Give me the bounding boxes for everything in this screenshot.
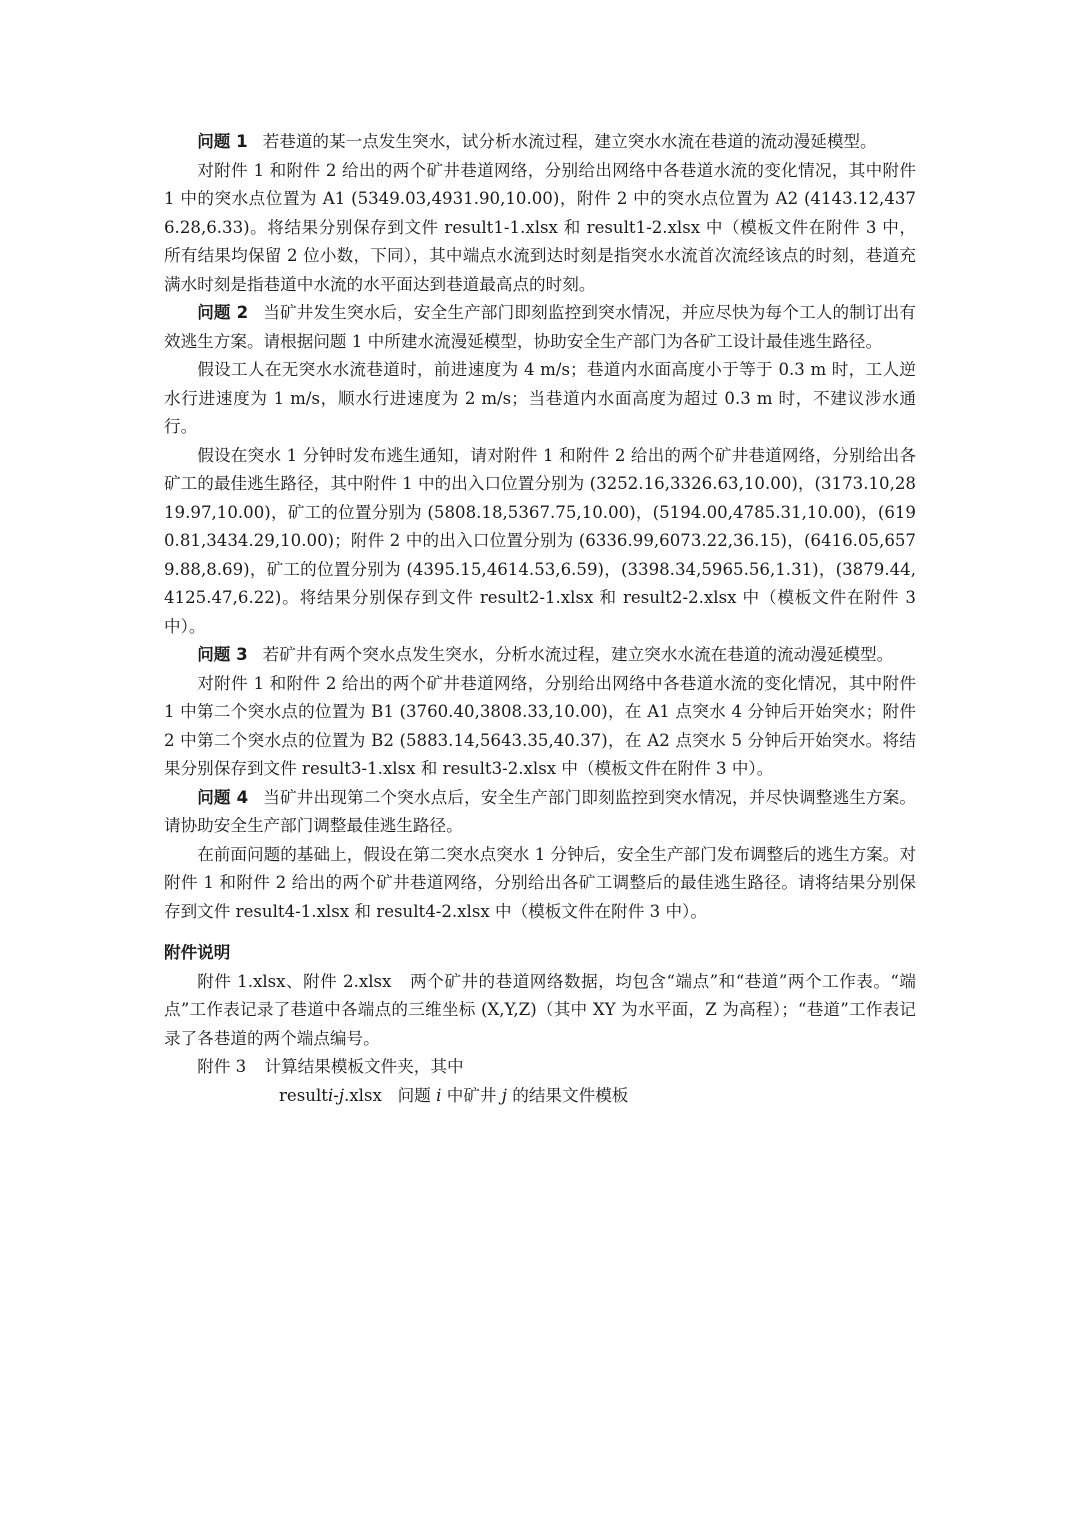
problem4-intro-text: 当矿井出现第二个突水点后，安全生产部门即刻监控到突水情况，并尽快调整逃生方案。请协助安全生产部门调整最佳逃生路径。: [164, 787, 917, 835]
document-page: [164, 128, 916, 1110]
attachments-file3-desc: 计算结果模板文件夹，其中: [264, 1057, 464, 1076]
attachments-files12: [164, 968, 916, 1054]
problem2-heading: 问题 2: [197, 303, 249, 322]
attachments-file3-label: 附件 3: [197, 1057, 247, 1076]
problem4-heading: 问题 4: [197, 787, 249, 807]
problem2-speed: 假设工人在无突水水流巷道时，前进速度为 4 m/s；巷道内水面高度小于等于 0.3 m 时，工人逆水行进速度为 1 m/s，顺水行进速度为 2 m/s；当巷道内水面高度为超过 0.3 m 时，不建议涉水通行。: [164, 360, 916, 436]
template-desc-i: i: [436, 1085, 442, 1105]
template-desc-j: j: [501, 1085, 507, 1105]
template-file-line: [164, 1082, 916, 1111]
template-i: i: [327, 1085, 334, 1105]
problem2-intro: [164, 299, 916, 356]
attachments-file3: [164, 1053, 916, 1082]
template-desc-2: 中矿井: [446, 1085, 497, 1105]
template-desc-1: 问题: [397, 1085, 431, 1105]
problem3-heading: 问题 3: [197, 645, 248, 664]
problem3-intro: [164, 641, 916, 670]
problem1-intro-text: 若巷道的某一点发生突水，试分析水流过程，建立突水水流在巷道的流动漫延模型。: [262, 132, 877, 151]
template-desc-3: 的结果文件模板: [512, 1085, 629, 1105]
problem3-intro-text: 若矿井有两个突水点发生突水，分析水流过程，建立突水水流在巷道的流动漫延模型。: [262, 645, 894, 664]
problem1-intro: [164, 128, 916, 157]
attachments-title: 附件说明: [164, 943, 231, 962]
template-j: j: [338, 1085, 345, 1105]
problem2-intro-text: 当矿井发生突水后，安全生产部门即刻监控到突水情况，并应尽快为每个工人的制订出有效逃生方案。请根据问题 1 中所建水流漫延模型，协助安全生产部门为各矿工设计最佳逃生路径。: [164, 303, 917, 351]
problem2-detail: 假设在突水 1 分钟时发布逃生通知，请对附件 1 和附件 2 给出的两个矿井巷道网络，分别给出各矿工的最佳逃生路径，其中附件 1 中的出入口位置分别为 (3252.16,3326.63,10.00)，(3173.10,2819.97,10.00)，矿工的位置分别为 (5808.18,5367.75,10.00)，(5194.00,4785.31,10.00)，(6190.81,3434.29,10.00)；附件 2 中的出入口位置分别为 (6336.99,6073.22,36.15)，(6416.05,6579.88,8.69)，矿工的位置分别为 (4395.15,4614.53,6.59)，(3398.34,5965.56,1.31)，(3879.44,4125.47,6.22)。将结果分别保存到文件 result2-1.xlsx 和 result2-2.xlsx 中（模板文件在附件 3 中）。: [164, 445, 916, 636]
template-suffix: .xlsx: [344, 1085, 382, 1105]
problem1-detail: 对附件 1 和附件 2 给出的两个矿井巷道网络，分别给出网络中各巷道水流的变化情况，其中附件 1 中的突水点位置为 A1 (5349.03,4931.90,10.00)，附件 2 中的突水点位置为 A2 (4143.12,4376.28,6.33)。将结果分别保存到文件 result1-1.xlsx 和 result1-2.xlsx 中（模板文件在附件 3 中，所有结果均保留 2 位小数，下同），其中端点水流到达时刻是指突水水流首次流经该点的时刻，巷道充满水时刻是指巷道中水流的水平面达到巷道最高点的时刻。: [164, 160, 916, 294]
attachments-files12-label: 附件 1.xlsx、附件 2.xlsx: [197, 971, 392, 991]
template-prefix: result: [279, 1085, 328, 1105]
attachments-files12-desc: 两个矿井的巷道网络数据，均包含“端点”和“巷道”两个工作表。“端点”工作表记录了巷道中各端点的三维坐标 (X,Y,Z)（其中 XY 为水平面，Z 为高程）；“巷道”工作表记录了各巷道的两个端点编号。: [164, 971, 916, 1048]
problem4-intro: [164, 784, 916, 841]
problem3-detail: 对附件 1 和附件 2 给出的两个矿井巷道网络，分别给出网络中各巷道水流的变化情况，其中附件 1 中第二个突水点的位置为 B1 (3760.40,3808.33,10.00)，在 A1 点突水 4 分钟后开始突水；附件 2 中第二个突水点的位置为 B2 (5883.14,5643.35,40.37)，在 A2 点突水 5 分钟后开始突水。将结果分别保存到文件 result3-1.xlsx 和 result3-2.xlsx 中（模板文件在附件 3 中）。: [164, 673, 916, 778]
template-dash: -: [333, 1085, 339, 1105]
problem4-detail: 在前面问题的基础上，假设在第二突水点突水 1 分钟后，安全生产部门发布调整后的逃生方案。对附件 1 和附件 2 给出的两个矿井巷道网络，分别给出各矿工调整后的最佳逃生路径。请将结果分别保存到文件 result4-1.xlsx 和 result4-2.xlsx 中（模板文件在附件 3 中）。: [164, 844, 916, 921]
problem1-heading: 问题 1: [197, 132, 248, 151]
